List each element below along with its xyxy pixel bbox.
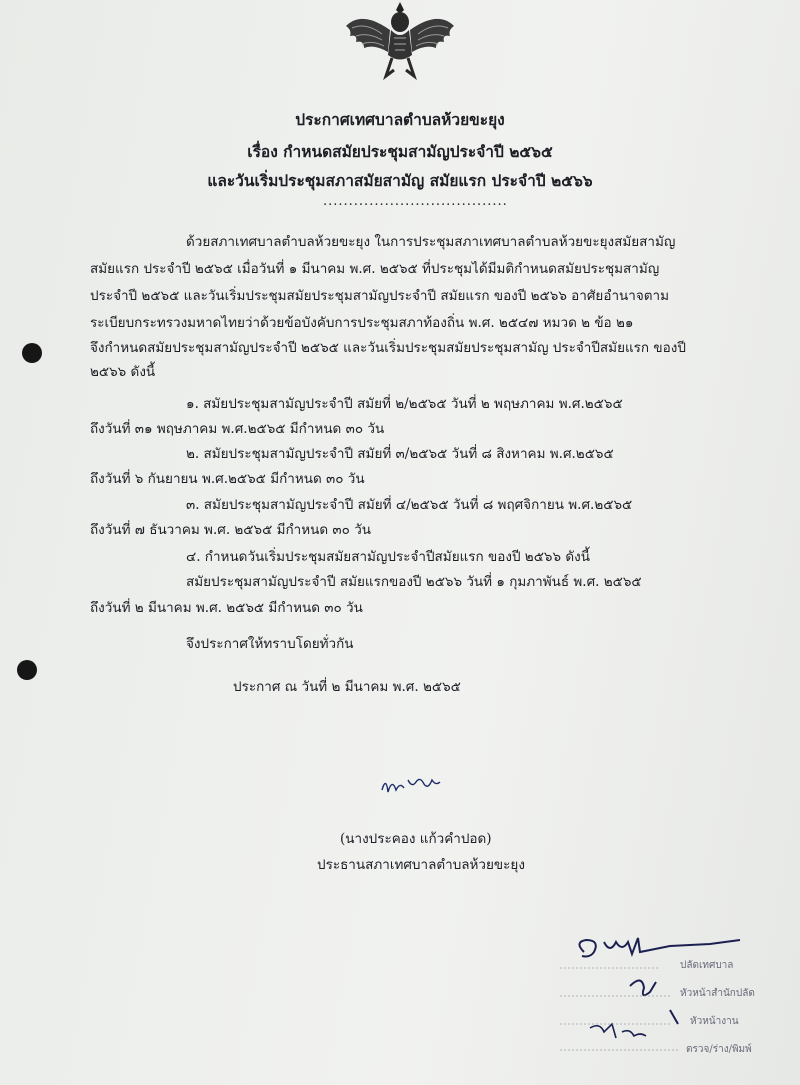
- item-4-line-1: ๔. กำหนดวันเริ่มประชุมสมัยสามัญประจำปีสมัยแรก ของปี ๒๕๖๖ ดังนี้: [186, 549, 590, 565]
- date-line: ประกาศ ณ วันที่ ๒ มีนาคม พ.ศ. ๒๕๖๕: [233, 679, 461, 695]
- intro-line-5: จึงกำหนดสมัยประชุมสามัญประจำปี ๒๕๖๕ และวันเริ่มประชุมสมัยประชุมสามัญ ประจำปีสมัยแรก ของปี: [90, 340, 686, 356]
- routing-label-3: หัวหน้างาน: [690, 1016, 739, 1027]
- title-divider: ....................................: [323, 194, 508, 209]
- item-2-line-1: ๒. สมัยประชุมสามัญประจำปี สมัยที่ ๓/๒๕๖๕ วันที่ ๘ สิงหาคม พ.ศ.๒๕๖๕: [186, 446, 614, 462]
- item-1-line-2: ถึงวันที่ ๓๑ พฤษภาคม พ.ศ.๒๕๖๕ มีกำหนด ๓๐ วัน: [90, 421, 385, 437]
- item-2-line-2: ถึงวันที่ ๖ กันยายน พ.ศ.๒๕๖๕ มีกำหนด ๓๐ วัน: [90, 471, 365, 487]
- punch-hole-bottom: [17, 660, 37, 680]
- signatory-name: (นางประคอง แก้วคำปอด): [340, 831, 492, 847]
- item-4-line-2: สมัยประชุมสามัญประจำปี สมัยแรกของปี ๒๕๖๖ วันที่ ๑ กุมภาพันธ์ พ.ศ. ๒๕๖๕: [186, 574, 642, 590]
- routing-label-2: หัวหน้าสำนักปลัด: [680, 988, 755, 999]
- item-1-line-1: ๑. สมัยประชุมสามัญประจำปี สมัยที่ ๒/๒๕๖๕ วันที่ ๒ พฤษภาคม พ.ศ.๒๕๖๕: [186, 396, 623, 412]
- intro-line-6: ๒๕๖๖ ดังนี้: [90, 364, 156, 380]
- intro-line-1: ด้วยสภาเทศบาลตำบลห้วยขะยุง ในการประชุมสภาเทศบาลตำบลห้วยขะยุงสมัยสามัญ: [186, 234, 676, 250]
- item-3-line-2: ถึงวันที่ ๗ ธันวาคม พ.ศ. ๒๕๖๕ มีกำหนด ๓๐ วัน: [90, 522, 372, 538]
- announcement-subject-2: และวันเริ่มประชุมสภาสมัยสามัญ สมัยแรก ประจำปี ๒๕๖๖: [207, 171, 593, 190]
- announcement-subject: เรื่อง กำหนดสมัยประชุมสามัญประจำปี ๒๕๖๕: [247, 142, 553, 161]
- announce-line: จึงประกาศให้ทราบโดยทั่วกัน: [186, 636, 354, 652]
- item-4-line-3: ถึงวันที่ ๒ มีนาคม พ.ศ. ๒๕๖๕ มีกำหนด ๓๐ วัน: [90, 600, 363, 616]
- intro-line-4: ระเบียบกระทรวงมหาดไทยว่าด้วยข้อบังคับการประชุมสภาท้องถิ่น พ.ศ. ๒๕๔๗ หมวด ๒ ข้อ ๒๑: [90, 315, 634, 331]
- routing-label-1: ปลัดเทศบาล: [680, 960, 734, 971]
- signatory-position: ประธานสภาเทศบาลตำบลห้วยขะยุง: [317, 857, 525, 873]
- announcement-title: ประกาศเทศบาลตำบลห้วยขะยุง: [295, 110, 505, 129]
- intro-line-3: ประจำปี ๒๕๖๕ และวันเริ่มประชุมสมัยประชุมสามัญประจำปี สมัยแรก ของปี ๒๕๖๖ อาศัยอำนาจตาม: [90, 288, 669, 304]
- item-3-line-1: ๓. สมัยประชุมสามัญประจำปี สมัยที่ ๔/๒๕๖๕ วันที่ ๘ พฤศจิกายน พ.ศ.๒๕๖๕: [186, 497, 633, 513]
- handwritten-signature: [378, 768, 448, 800]
- intro-line-2: สมัยแรก ประจำปี ๒๕๖๕ เมื่อวันที่ ๑ มีนาคม พ.ศ. ๒๕๖๕ ที่ประชุมได้มีมติกำหนดสมัยประชุมสามัญ: [90, 261, 660, 277]
- routing-label-4: ตรวจ/ร่าง/พิมพ์: [686, 1044, 752, 1055]
- garuda-emblem: [342, 0, 458, 80]
- punch-hole-top: [22, 343, 42, 363]
